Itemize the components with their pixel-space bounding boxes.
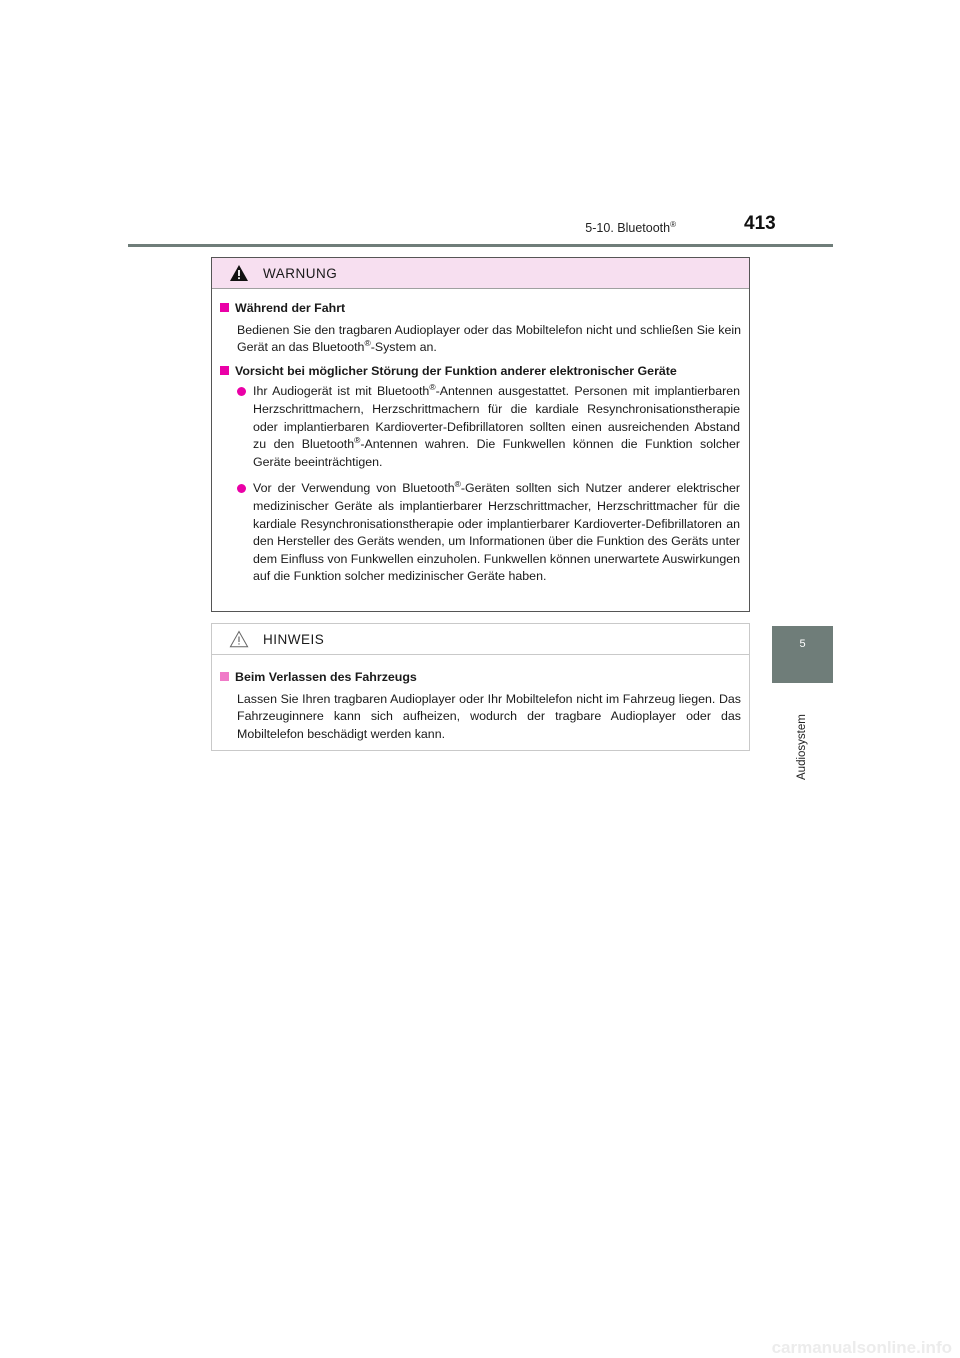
warning-section-title: Während der Fahrt <box>220 300 741 318</box>
registered-mark: ® <box>429 382 436 393</box>
warning-section-text: Bedienen Sie den tragbaren Audioplayer oder das Mobiltelefon nicht und schließen Sie kein Gerät an das Bluetooth®-System an. <box>237 322 741 355</box>
note-section-text: Lassen Sie Ihren tragbaren Audioplayer oder Ihr Mobiltelefon nicht im Fahrzeug liegen. Das Fahrzeuginnere kann sich aufheizen, wodurch der tragbare Audioplayer oder das Mobiltelefon beschädigt werden kann. <box>237 691 741 741</box>
list-item <box>220 480 741 586</box>
registered-mark: ® <box>364 338 371 349</box>
caution-outline-icon <box>229 630 249 648</box>
warning-header <box>212 258 749 289</box>
note-box <box>211 623 750 751</box>
section-title: 5-10. Bluetooth <box>585 221 671 236</box>
watermark-text: carmanualsonline.info <box>771 1338 952 1357</box>
section-header <box>585 220 676 235</box>
square-bullet-icon <box>220 303 229 312</box>
note-title: HINWEIS <box>263 631 325 647</box>
page-number: 413 <box>744 213 776 234</box>
list-item <box>220 383 741 471</box>
registered-mark: ® <box>670 220 676 229</box>
watermark <box>0 1336 960 1358</box>
round-bullet-icon <box>237 387 246 396</box>
registered-mark: ® <box>354 435 361 446</box>
chapter-label: Audiosystem <box>796 714 808 780</box>
header-rule <box>128 244 833 247</box>
warning-box <box>211 257 750 612</box>
note-section-title: Beim Verlassen des Fahrzeugs <box>220 669 741 687</box>
list-item-text: Vor der Verwendung von Bluetooth®-Geräten sollten sich Nutzer anderer elektrischer medizinischer Geräte als implantierbarer Herzschrittmacher, Herzschrittmacher für die kardiale Resynchronisationstherapie oder implantierbarer Kardioverter-Defibrillatoren an den Hersteller des Geräts wenden, um Informationen über die Funktion des Geräts unter dem Einfluss von Funkwellen einzuholen. Funkwellen können unerwartete Auswirkungen auf die Funktion solcher medizinischer Geräte haben. <box>253 479 740 584</box>
round-bullet-icon <box>237 484 246 493</box>
warning-body <box>212 289 749 586</box>
warning-title: WARNUNG <box>263 265 338 281</box>
registered-mark: ® <box>454 479 461 490</box>
note-header <box>212 624 749 655</box>
note-body <box>212 655 749 743</box>
list-item-text: Ihr Audiogerät ist mit Bluetooth®-Antennen ausgestattet. Personen mit implantierbaren Herzschrittmachern, Herzschrittmachern für die kardiale Resynchronisationstherapie oder implantierbaren Kardioverter-Defibrillatoren sollten einen ausreichenden Abstand zu den Bluetooth®-Antennen wahren. Die Funkwellen können die Funktion solcher Geräte beeinträchtigen. <box>253 382 740 469</box>
chapter-tab: 5 <box>772 626 833 683</box>
square-bullet-icon <box>220 672 229 681</box>
warning-section-title: Vorsicht bei möglicher Störung der Funktion anderer elektronischer Geräte <box>220 363 741 381</box>
warning-icon <box>229 264 249 282</box>
square-bullet-icon <box>220 366 229 375</box>
